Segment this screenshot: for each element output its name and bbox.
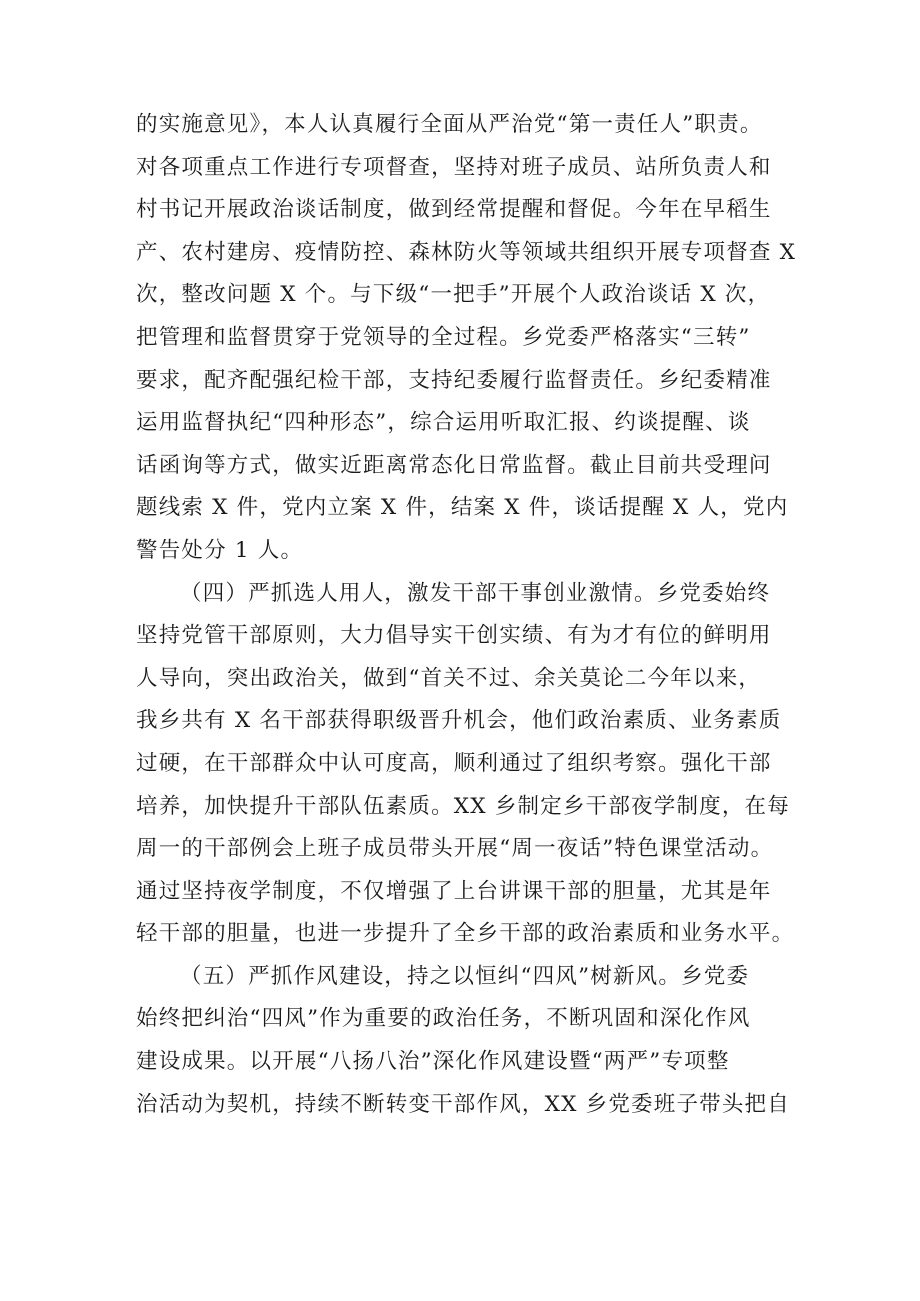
- body-text: [136, 104, 796, 1126]
- text-line: 产、农村建房、疫情防控、森林防火等领域共组织开展专项督查 X: [136, 239, 797, 265]
- text-line: 话函询等方式，做实近距离常态化日常监督。截止目前共受理问: [136, 452, 772, 478]
- text-line: 建设成果。以开展“八扬八治”深化作风建设暨“两严”专项整: [136, 1049, 730, 1075]
- text-line: 治活动为契机，持续不断转变干部作风，XX 乡党委班子带头把自: [136, 1091, 790, 1117]
- text-line: 过硬，在干部群众中认可度高，顺利通过了组织考察。强化干部: [136, 750, 772, 776]
- text-line: 要求，配齐配强纪检干部，支持纪委履行监督责任。乡纪委精准: [136, 367, 772, 393]
- text-line: 周一的干部例会上班子成员带头开展“周一夜话”特色课堂活动。: [136, 836, 774, 862]
- text-line: 坚持党管干部原则，大力倡导实干创实绩、有为才有位的鲜明用: [136, 623, 772, 649]
- text-line: 村书记开展政治谈话制度，做到经常提醒和督促。今年在早稻生: [136, 197, 772, 223]
- text-line: 警告处分 1 人。: [136, 537, 304, 563]
- text-line: 我乡共有 X 名干部获得职级晋升机会，他们政治素质、业务素质: [136, 708, 782, 734]
- text-line: 培养，加快提升干部队伍素质。XX 乡制定乡干部夜学制度，在每: [136, 793, 790, 819]
- text-line: 次，整改问题 X 个。与下级“一把手”开展个人政治谈话 X 次，: [136, 282, 771, 308]
- text-line: 把管理和监督贯穿于党领导的全过程。乡党委严格落实“三转”: [136, 324, 751, 350]
- text-line: 的实施意见》，本人认真履行全面从严治党“第一责任人”职责。: [136, 112, 763, 137]
- text-line: 题线索 X 件，党内立案 X 件，结案 X 件，谈话提醒 X 人，党内: [136, 495, 789, 521]
- text-line: 通过坚持夜学制度，不仅增强了上台讲课干部的胆量，尤其是年: [136, 878, 772, 904]
- text-line: 对各项重点工作进行专项督查，坚持对班子成员、站所负责人和: [136, 154, 772, 180]
- text-line: 运用监督执纪“四种形态”，综合运用听取汇报、约谈提醒、谈: [136, 410, 751, 436]
- text-line: 轻干部的胆量，也进一步提升了全乡干部的政治素质和业务水平。: [136, 921, 795, 947]
- section-heading-line: （五）严抓作风建设，持之以恒纠“四风”树新风。乡党委: [180, 963, 750, 989]
- text-line: 人导向，突出政治关，做到“首关不过、余关莫论二今年以来，: [136, 665, 762, 691]
- text-line: 始终把纠治“四风”作为重要的政治任务，不断巩固和深化作风: [136, 1006, 751, 1032]
- section-heading-line: （四）严抓选人用人，激发干部干事创业激情。乡党委始终: [180, 580, 771, 606]
